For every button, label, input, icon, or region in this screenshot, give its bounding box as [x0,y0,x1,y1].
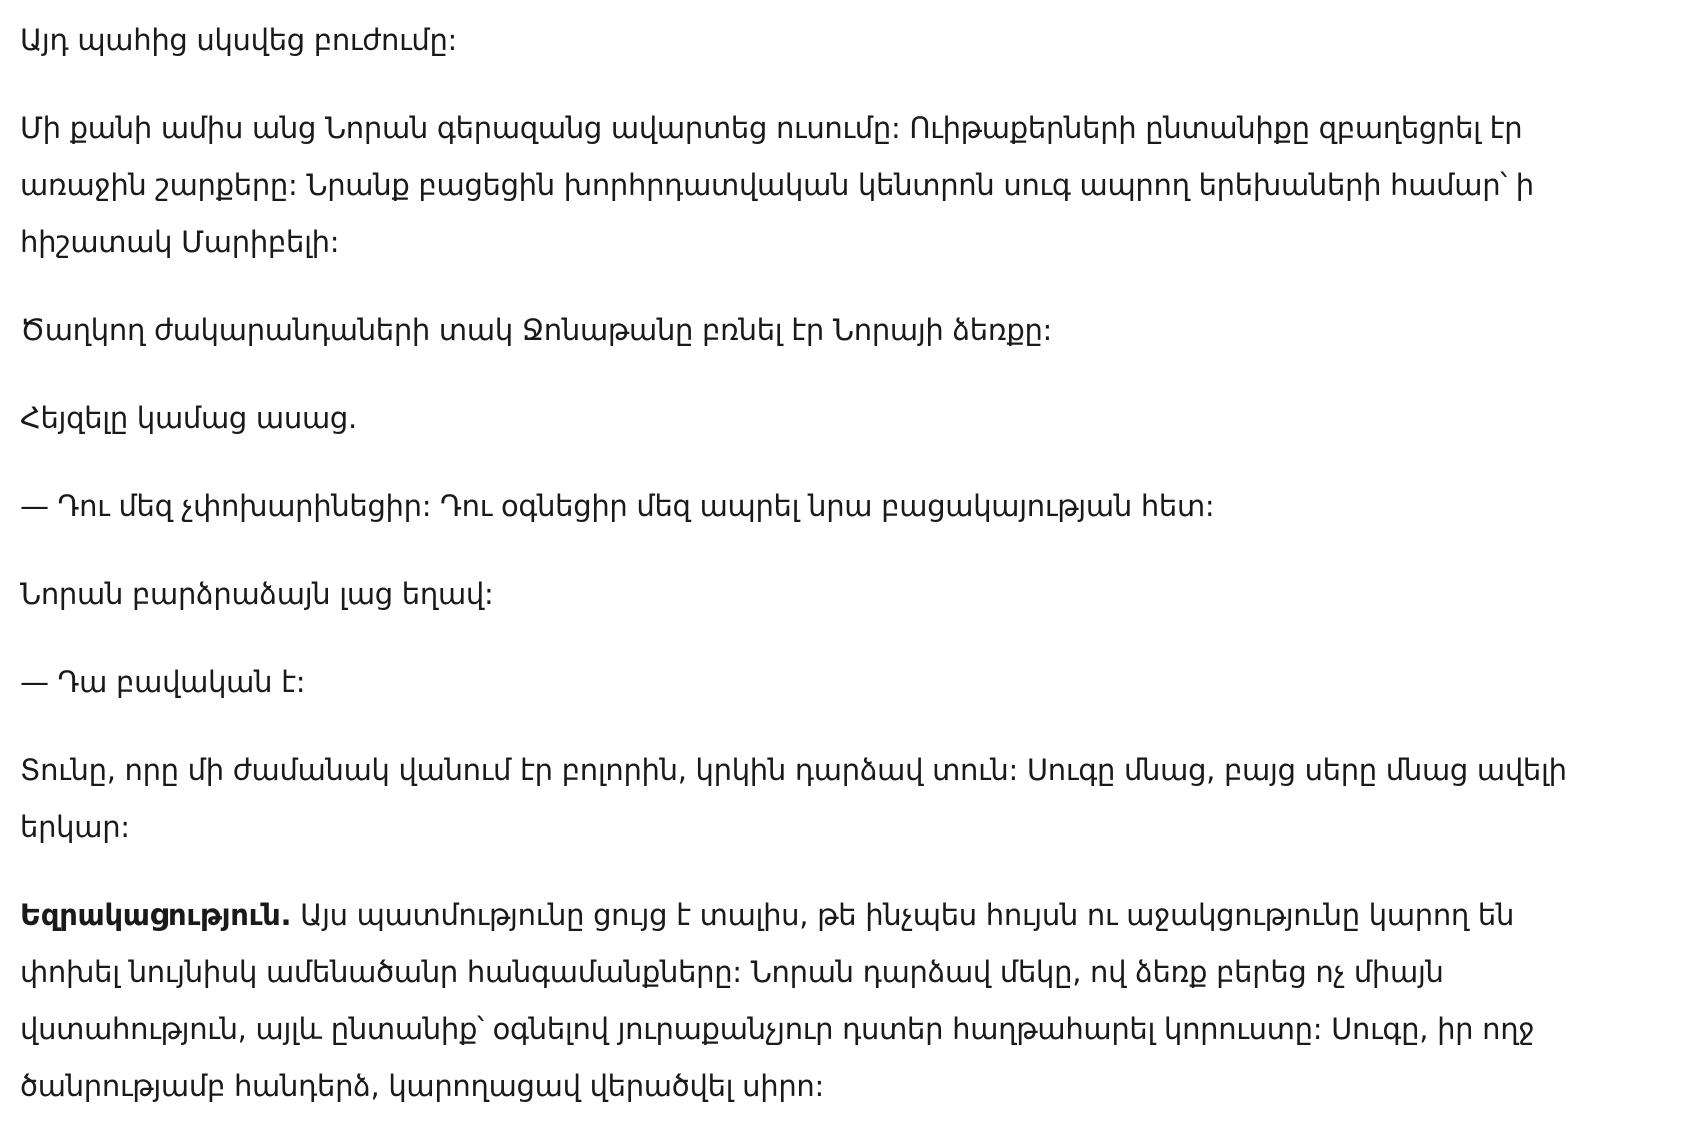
paragraph-home-again: Տունը, որը մի ժամանակ վանում էր բոլորին, կրկին դարձավ տուն: Սուգը մնաց, բայց սերը մնաց ավելի երկար: [20,753,1567,844]
paragraph-treatment-start: Այդ պահից սկսվեց բուժումը: [20,23,458,57]
paragraph-dialogue-hazel: — Դու մեզ չփոխարինեցիր: Դու օգնեցիր մեզ ապրել նրա բացակայության հետ: [20,489,1215,523]
paragraph-nora-cried: Նորան բարձրաձայն լաց եղավ: [20,577,494,611]
paragraph-conclusion [20,887,1620,1115]
paragraph-dialogue-nora: — Դա բավական է: [20,665,306,699]
paragraph-graduation: Մի քանի ամիս անց Նորան գերազանց ավարտեց ուսումը: Ուիթաքերների ընտանիքը զբաղեցրել էր առաջին շարքերը: Նրանք բացեցին խորհրդատվական կենտրոն սուգ ապրող երեխաների համար՝ ի հիշատակ Մարիբելի: [20,111,1534,259]
conclusion-text: Այս պատմությունը ցույց է տալիս, թե ինչպես հույսն ու աջակցությունը կարող են փոխել նույնիսկ ամենածանր հանգամանքները: Նորան դարձավ մեկը, ով ձեռք բերեց ոչ միայն վստահություն, այլև ընտանիք՝ օգնելով յուրաքանչյուր դստեր հաղթահարել կորուստը: Սուգը, իր ողջ ծանրությամբ հանդերձ, կարողացավ վերածվել սիրո: [20,898,1535,1103]
paragraph-jacarandas: Ծաղկող ժակարանդաների տակ Ջոնաթանը բռնել էր Նորայի ձեռքը: [20,313,1053,347]
conclusion-label: Եզրակացություն. [20,898,292,932]
document-body [20,12,1620,1146]
paragraph-hazel-said: Հեյզելը կամաց ասաց. [20,401,357,435]
